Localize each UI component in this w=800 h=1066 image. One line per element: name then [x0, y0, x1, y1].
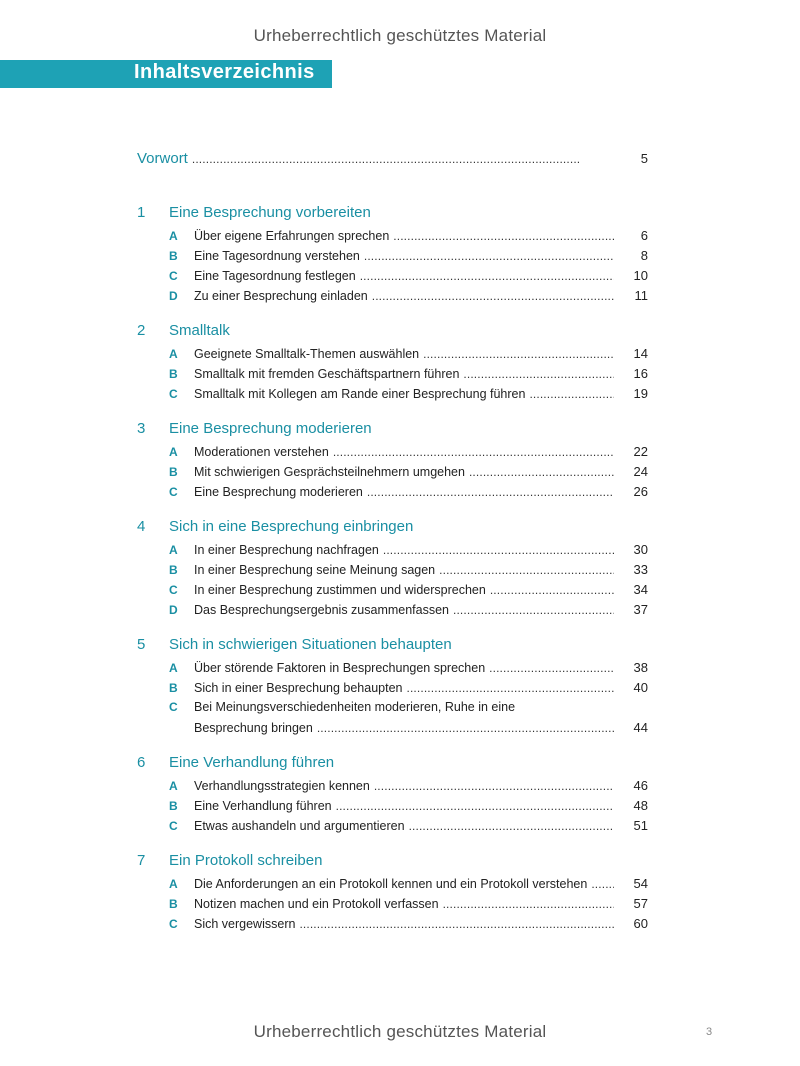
chapter-heading[interactable]	[137, 852, 648, 876]
toc-entry-label: Sich vergewissern	[194, 917, 296, 931]
leader-dots	[406, 681, 614, 695]
watermark-bottom: Urheberrechtlich geschütztes Material	[253, 1022, 547, 1041]
toc-entry-label: Das Besprechungsergebnis zusammenfassen	[194, 603, 449, 617]
toc-entry-label: Eine Tagesordnung festlegen	[194, 269, 356, 283]
toc-page-number: 44	[633, 720, 648, 735]
page-number: 3	[706, 1026, 713, 1038]
chapter-heading[interactable]	[137, 518, 648, 542]
toc-entry-label: Eine Verhandlung führen	[194, 799, 332, 813]
section-letter: C	[169, 269, 178, 283]
toc-entry[interactable]	[169, 660, 648, 680]
toc-page-number: 19	[633, 386, 648, 401]
toc-entry-label: Über eigene Erfahrungen sprechen	[194, 229, 390, 243]
section-letter: B	[169, 249, 178, 263]
section-letter: B	[169, 367, 178, 381]
leader-dots	[192, 152, 614, 166]
chapter-heading[interactable]	[137, 204, 648, 228]
table-of-contents	[137, 150, 648, 950]
leader-dots	[489, 661, 614, 675]
toc-entry[interactable]	[169, 680, 648, 700]
chapter-heading[interactable]	[137, 322, 648, 346]
section-letter: A	[169, 543, 178, 557]
leader-dots	[453, 603, 614, 617]
chapter-heading[interactable]	[137, 754, 648, 778]
toc-entry-label: In einer Besprechung nachfragen	[194, 543, 379, 557]
toc-page-number: 54	[633, 876, 648, 891]
leader-dots	[333, 445, 614, 459]
toc-entry[interactable]	[169, 288, 648, 308]
section-letter: C	[169, 917, 178, 931]
toc-page-number: 14	[633, 346, 648, 361]
toc-page-number: 57	[633, 896, 648, 911]
chapter-heading[interactable]	[137, 420, 648, 444]
section-letter: C	[169, 700, 178, 714]
toc-page-number: 8	[640, 248, 648, 263]
toc-page-number: 40	[633, 680, 648, 695]
toc-entry-label: Eine Besprechung moderieren	[194, 485, 363, 499]
section-letter: B	[169, 897, 178, 911]
toc-entry[interactable]	[169, 228, 648, 248]
leader-dots	[591, 877, 614, 891]
section-letter: D	[169, 603, 178, 617]
chapter-4	[137, 518, 648, 622]
section-letter: B	[169, 563, 178, 577]
toc-entry-label: Vorwort	[137, 150, 188, 167]
section-letter: A	[169, 229, 178, 243]
toc-entry[interactable]	[169, 778, 648, 798]
chapter-title: Sich in eine Besprechung einbringen	[169, 518, 414, 535]
leader-dots	[393, 229, 614, 243]
section-letter: C	[169, 485, 178, 499]
toc-entry-label: Moderationen verstehen	[194, 445, 329, 459]
section-letter: B	[169, 681, 178, 695]
leader-dots	[439, 563, 614, 577]
leader-dots	[360, 269, 614, 283]
leader-dots	[364, 249, 614, 263]
toc-entry-label: Verhandlungsstrategien kennen	[194, 779, 370, 793]
toc-page-number: 16	[633, 366, 648, 381]
toc-page-number: 6	[640, 228, 648, 243]
toc-page-number: 38	[633, 660, 648, 675]
toc-entry-line	[194, 720, 648, 740]
toc-entry[interactable]	[169, 268, 648, 288]
leader-dots	[299, 917, 614, 931]
chapter-number: 7	[137, 852, 146, 869]
toc-entry[interactable]	[169, 876, 648, 896]
section-letter: B	[169, 465, 178, 479]
toc-entry-label: In einer Besprechung seine Meinung sagen	[194, 563, 436, 577]
toc-page-number: 30	[633, 542, 648, 557]
toc-entry[interactable]	[169, 248, 648, 268]
leader-dots	[469, 465, 614, 479]
chapter-title: Eine Besprechung moderieren	[169, 420, 372, 437]
chapter-5	[137, 636, 648, 740]
chapter-1	[137, 204, 648, 308]
chapter-list	[137, 204, 648, 936]
leader-dots	[529, 387, 614, 401]
leader-dots	[367, 485, 614, 499]
leader-dots	[423, 347, 614, 361]
leader-dots	[490, 583, 614, 597]
toc-entry[interactable]	[169, 346, 648, 366]
toc-entry-label-continued: Besprechung bringen	[194, 721, 313, 735]
toc-entry[interactable]	[169, 542, 648, 562]
toc-entry-vorwort[interactable]	[137, 150, 648, 172]
section-letter: A	[169, 661, 178, 675]
chapter-number: 1	[137, 204, 146, 221]
toc-entry[interactable]	[169, 444, 648, 464]
toc-page-number: 48	[633, 798, 648, 813]
chapter-title: Ein Protokoll schreiben	[169, 852, 323, 869]
toc-entry[interactable]	[169, 562, 648, 582]
leader-dots	[463, 367, 614, 381]
toc-entry[interactable]	[169, 798, 648, 818]
toc-entry[interactable]	[169, 818, 648, 838]
section-letter: A	[169, 877, 178, 891]
toc-entry-label: Geeignete Smalltalk-Themen auswählen	[194, 347, 420, 361]
section-letter: B	[169, 799, 178, 813]
toc-page-number: 10	[633, 268, 648, 283]
toc-entry-label: Über störende Faktoren in Besprechungen sprechen	[194, 661, 486, 675]
toc-page-number: 46	[633, 778, 648, 793]
chapter-3	[137, 420, 648, 504]
leader-dots	[443, 897, 614, 911]
toc-entry[interactable]	[169, 366, 648, 386]
toc-entry[interactable]	[169, 916, 648, 936]
chapter-number: 5	[137, 636, 146, 653]
leader-dots	[374, 779, 614, 793]
toc-page-number: 37	[633, 602, 648, 617]
chapter-7	[137, 852, 648, 936]
toc-entry-label: Etwas aushandeln und argumentieren	[194, 819, 405, 833]
chapter-heading[interactable]	[137, 636, 648, 660]
toc-entry-label: Die Anforderungen an ein Protokoll kennen und ein Protokoll verstehen	[194, 877, 588, 891]
toc-entry-label: Sich in einer Besprechung behaupten	[194, 681, 403, 695]
section-letter: A	[169, 347, 178, 361]
toc-entry[interactable]	[169, 582, 648, 602]
chapter-title: Eine Verhandlung führen	[169, 754, 335, 771]
chapter-6	[137, 754, 648, 838]
toc-entry-line	[169, 700, 648, 720]
toc-entry[interactable]	[169, 464, 648, 484]
toc-entry-label: Notizen machen und ein Protokoll verfassen	[194, 897, 439, 911]
toc-entry-label: Eine Tagesordnung verstehen	[194, 249, 360, 263]
section-letter: A	[169, 445, 178, 459]
leader-dots	[383, 543, 614, 557]
chapter-2	[137, 322, 648, 406]
section-letter: C	[169, 819, 178, 833]
toc-entry-label: Smalltalk mit Kollegen am Rande einer Besprechung führen	[194, 387, 526, 401]
toc-entry-label: Bei Meinungsverschiedenheiten moderieren, Ruhe in eine	[194, 700, 516, 714]
toc-page-number: 11	[634, 288, 648, 303]
toc-page-number: 33	[633, 562, 648, 577]
toc-entry-label: Zu einer Besprechung einladen	[194, 289, 368, 303]
section-letter: A	[169, 779, 178, 793]
title-bar	[0, 60, 332, 88]
chapter-number: 3	[137, 420, 146, 437]
watermark-top: Urheberrechtlich geschütztes Material	[253, 26, 547, 45]
toc-entry[interactable]	[169, 896, 648, 916]
toc-entry[interactable]	[169, 386, 648, 406]
toc-page-number: 24	[633, 464, 648, 479]
toc-entry-label: Mit schwierigen Gesprächsteilnehmern umgehen	[194, 465, 465, 479]
toc-page-number: 60	[633, 916, 648, 931]
toc-entry[interactable]	[169, 484, 648, 504]
section-letter: D	[169, 289, 178, 303]
toc-entry-label: Smalltalk mit fremden Geschäftspartnern führen	[194, 367, 460, 381]
toc-page-number: 5	[640, 151, 648, 166]
chapter-title: Sich in schwierigen Situationen behaupten	[169, 636, 452, 653]
leader-dots	[317, 721, 614, 735]
page-title: Inhaltsverzeichnis	[134, 61, 315, 83]
section-letter: C	[169, 387, 178, 401]
toc-page-number: 51	[633, 818, 648, 833]
chapter-number: 4	[137, 518, 146, 535]
section-letter: C	[169, 583, 178, 597]
chapter-title: Smalltalk	[169, 322, 230, 339]
toc-page-number: 34	[633, 582, 648, 597]
chapter-title: Eine Besprechung vorbereiten	[169, 204, 371, 221]
toc-page-number: 26	[633, 484, 648, 499]
leader-dots	[336, 799, 614, 813]
leader-dots	[372, 289, 614, 303]
leader-dots	[409, 819, 614, 833]
toc-entry[interactable]	[169, 700, 648, 740]
chapter-number: 6	[137, 754, 146, 771]
toc-entry-label: In einer Besprechung zustimmen und widersprechen	[194, 583, 486, 597]
chapter-number: 2	[137, 322, 146, 339]
toc-entry[interactable]	[169, 602, 648, 622]
toc-page-number: 22	[633, 444, 648, 459]
